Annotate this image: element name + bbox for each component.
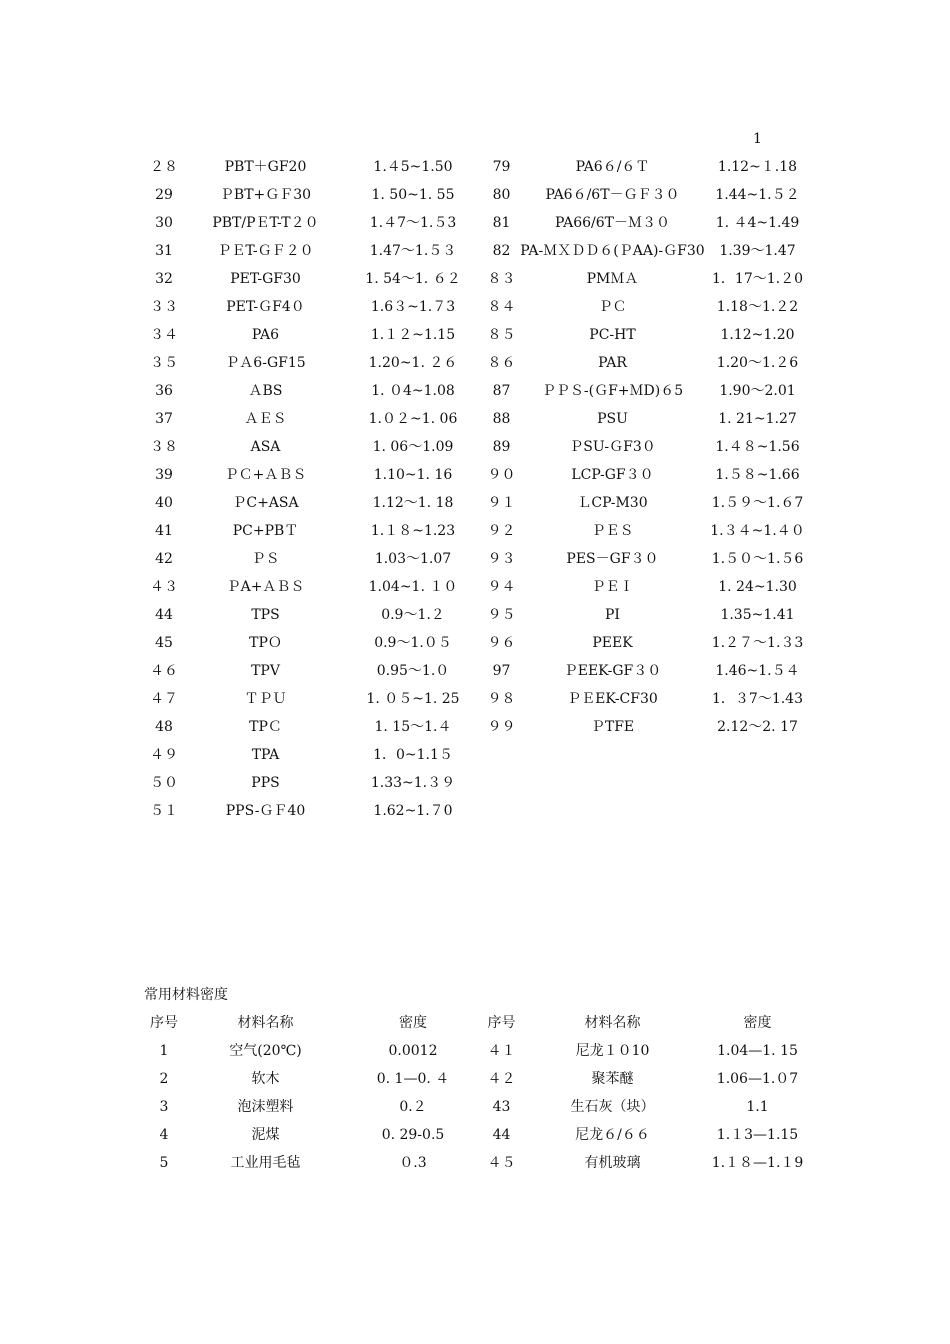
material-cell: PPS-ＧＦ40 xyxy=(225,803,306,819)
density-cell: 1.12~１.18 xyxy=(717,159,798,175)
index-cell: ９４ xyxy=(487,579,516,595)
table-row xyxy=(140,293,810,321)
density-cell: 1.12～1. 18 xyxy=(372,495,454,511)
density-cell: 1.５０～1.５6 xyxy=(711,551,804,567)
material-cell xyxy=(520,797,705,825)
table-row xyxy=(140,181,810,209)
material-cell: 泥煤 xyxy=(251,1127,280,1143)
material-cell: ＰＥＳ xyxy=(591,523,634,539)
table-row xyxy=(140,321,810,349)
density-cell: 1. ０５~1. 25 xyxy=(366,691,460,707)
table-row xyxy=(140,1065,810,1093)
table-row xyxy=(140,153,810,181)
material-cell: PAR xyxy=(598,355,627,371)
index-cell: ４５ xyxy=(487,1155,516,1171)
index-cell: 80 xyxy=(492,187,511,203)
table-row xyxy=(140,769,810,797)
table-row xyxy=(140,461,810,489)
density-cell: 1.２７～1.３3 xyxy=(711,635,804,651)
index-cell: ３５ xyxy=(150,355,178,371)
table-row xyxy=(140,685,810,713)
density-cell: 1.１２~1.15 xyxy=(370,327,456,343)
density-cell: 1．17～1.２0 xyxy=(712,271,803,287)
index-cell: 1 xyxy=(159,1043,169,1059)
continued-row xyxy=(140,125,810,153)
index-cell: 40 xyxy=(155,495,173,511)
material-cell: PMＭＡ xyxy=(586,271,639,287)
index-cell: ９０ xyxy=(487,467,516,483)
table-row xyxy=(140,405,810,433)
table-row xyxy=(140,1037,810,1065)
index-cell: 36 xyxy=(155,383,173,399)
density-cell: 0.9～1.０５ xyxy=(374,635,452,651)
material-cell xyxy=(520,741,705,769)
index-cell: 41 xyxy=(155,523,173,539)
index-cell: 87 xyxy=(492,383,511,399)
density-cell: 1. 21~1.27 xyxy=(718,411,797,427)
table-row xyxy=(140,1121,810,1149)
material-cell: ASA xyxy=(250,439,281,455)
index-cell: ３８ xyxy=(150,439,178,455)
material-cell: ＰＥT-ＧＦ２０ xyxy=(217,243,314,259)
index-cell: ９２ xyxy=(487,523,516,539)
density-cell xyxy=(705,769,810,797)
table-row xyxy=(140,209,810,237)
material-cell: TPＯ xyxy=(249,635,282,651)
header-index: 序号 xyxy=(150,1015,178,1031)
material-cell: ＰEEK-GF３０ xyxy=(563,663,662,679)
index-cell xyxy=(483,741,520,769)
density-cell: 1. ０4~1.08 xyxy=(371,383,455,399)
density-cell: 1.１８—1.１9 xyxy=(711,1155,804,1171)
density-cell: 1.44~1.５２ xyxy=(715,187,800,203)
material-cell: ＰＥＩ xyxy=(591,579,634,595)
density-cell: 1. ４4~1.49 xyxy=(715,215,800,231)
table-row xyxy=(140,601,810,629)
continued-mark: 1 xyxy=(753,131,762,147)
density-cell: 1.３４~1.４０ xyxy=(710,523,805,539)
density-cell: 1.５８~1.66 xyxy=(715,467,800,483)
index-cell: 39 xyxy=(155,467,173,483)
section-title: 常用材料密度 xyxy=(144,987,228,1003)
index-cell: 89 xyxy=(492,439,511,455)
density-cell: 1.1 xyxy=(746,1099,769,1115)
header-density: 密度 xyxy=(399,1015,427,1031)
index-cell: ８５ xyxy=(487,327,516,343)
density-cell: 1. 50~1. 55 xyxy=(371,187,455,203)
common-material-density-table xyxy=(140,1009,810,1177)
table-row xyxy=(140,377,810,405)
density-cell: 1.39～1.47 xyxy=(719,243,796,259)
material-cell: PES－GF３０ xyxy=(566,551,659,567)
material-cell: ＰＣ xyxy=(598,299,627,315)
index-cell: ４１ xyxy=(487,1043,516,1059)
index-cell: ４３ xyxy=(150,579,178,595)
material-cell: ＬCP-M30 xyxy=(577,495,648,511)
density-cell: 0. 29-0.5 xyxy=(381,1127,445,1143)
material-cell: PA6 xyxy=(251,327,280,343)
material-cell: PBT/PＥT-T２０ xyxy=(212,215,319,231)
material-cell: PEEK xyxy=(592,635,633,651)
material-cell: PA6６/6T－ＧＦ３０ xyxy=(545,187,680,203)
density-cell: 0.２ xyxy=(399,1099,427,1115)
density-cell: 1.6３~1.７3 xyxy=(370,299,456,315)
density-cell: 1.10~1. 16 xyxy=(373,467,453,483)
index-cell: 37 xyxy=(155,411,173,427)
density-cell: 1.０２~1. 06 xyxy=(368,411,458,427)
material-cell: ＰＳ xyxy=(251,551,280,567)
index-cell: 31 xyxy=(155,243,173,259)
density-cell: 1.04—1. 15 xyxy=(717,1043,798,1059)
material-cell: PC+PBＴ xyxy=(232,523,299,539)
material-cell: ＴＰＵ xyxy=(244,691,287,707)
index-cell: ９９ xyxy=(487,719,516,735)
index-cell: 29 xyxy=(155,187,173,203)
density-cell: 0.95～1.０ xyxy=(376,663,450,679)
density-cell: 1. 06～1.09 xyxy=(372,439,454,455)
index-cell: ４９ xyxy=(150,747,178,763)
index-cell: ４７ xyxy=(150,691,178,707)
header-density: 密度 xyxy=(743,1015,772,1031)
material-cell: 软木 xyxy=(251,1071,280,1087)
material-cell xyxy=(520,769,705,797)
index-cell: ３３ xyxy=(150,299,178,315)
table-row xyxy=(140,237,810,265)
density-cell xyxy=(705,797,810,825)
density-cell: 0. 1—0. ４ xyxy=(376,1071,450,1087)
material-cell: ＡBS xyxy=(248,383,283,399)
density-cell: 1.12~1.20 xyxy=(720,327,795,343)
material-cell: PC-HT xyxy=(589,327,636,343)
table-row xyxy=(140,657,810,685)
index-cell: 81 xyxy=(492,215,511,231)
density-cell: ０.3 xyxy=(399,1155,427,1171)
density-cell: 1. 54～1. ６２ xyxy=(365,271,461,287)
density-cell: 1.１3—1.15 xyxy=(716,1127,799,1143)
index-cell: ９５ xyxy=(487,607,516,623)
index-cell: 97 xyxy=(492,663,511,679)
table-row xyxy=(140,573,810,601)
material-cell: LCP-GF３０ xyxy=(571,467,654,483)
material-cell: 有机玻璃 xyxy=(584,1155,641,1171)
density-cell: 1.06—1.０7 xyxy=(716,1071,799,1087)
header-index: 序号 xyxy=(487,1015,516,1031)
material-cell: 聚苯醚 xyxy=(591,1071,634,1087)
index-cell: 30 xyxy=(155,215,173,231)
index-cell: ８４ xyxy=(487,299,516,315)
material-cell: TPA xyxy=(251,747,280,763)
index-cell xyxy=(483,769,520,797)
material-cell: TPS xyxy=(251,607,280,623)
material-cell: PPS xyxy=(251,775,280,791)
table-row xyxy=(140,265,810,293)
material-cell: PET-GF30 xyxy=(230,271,301,287)
table-row xyxy=(140,517,810,545)
index-cell: 44 xyxy=(492,1127,511,1143)
density-cell: 1.46~1.５４ xyxy=(715,663,800,679)
index-cell: 48 xyxy=(155,719,173,735)
density-cell xyxy=(705,741,810,769)
index-cell xyxy=(483,797,520,825)
table-row xyxy=(140,433,810,461)
index-cell: ９６ xyxy=(487,635,516,651)
table-row xyxy=(140,489,810,517)
index-cell: ２８ xyxy=(150,159,178,175)
table-row xyxy=(140,741,810,769)
index-cell: 5 xyxy=(159,1155,169,1171)
material-cell: ＰSU-ＧF3０ xyxy=(569,439,656,455)
material-cell: 尼龙６/６６ xyxy=(575,1127,650,1143)
index-cell: 4 xyxy=(159,1127,169,1143)
density-cell: 1.１８~1.23 xyxy=(370,523,456,539)
material-cell: PI xyxy=(605,607,620,623)
table-header-row xyxy=(140,1009,810,1037)
density-cell: 1.47～1.５３ xyxy=(369,243,457,259)
material-cell: ＰＣ+ＡＢＳ xyxy=(224,467,307,483)
material-cell: TPＣ xyxy=(249,719,282,735)
index-cell: ９３ xyxy=(487,551,516,567)
material-cell: ＰＡ6-GF15 xyxy=(225,355,306,371)
index-cell: ５１ xyxy=(150,803,178,819)
index-cell: ８３ xyxy=(487,271,516,287)
material-cell: ＡＥＳ xyxy=(244,411,287,427)
density-cell: 1.４5~1.50 xyxy=(373,159,453,175)
density-cell: 1.18～1.２2 xyxy=(716,299,799,315)
density-cell: 2.12～2. 17 xyxy=(717,719,798,735)
density-cell: 1.５９～1.６7 xyxy=(711,495,804,511)
material-cell: PSU xyxy=(597,411,628,427)
index-cell: 43 xyxy=(492,1099,511,1115)
material-cell: 生石灰（块） xyxy=(570,1099,655,1115)
table-row xyxy=(140,1149,810,1177)
table-row xyxy=(140,629,810,657)
header-material: 材料名称 xyxy=(584,1015,641,1031)
material-cell: PA66/6T－Ｍ３０ xyxy=(554,215,671,231)
index-cell: 3 xyxy=(159,1099,169,1115)
table-row xyxy=(140,1093,810,1121)
density-cell: 1.20~1. ２６ xyxy=(368,355,458,371)
table-row xyxy=(140,713,810,741)
material-cell: 尼龙１０10 xyxy=(575,1043,650,1059)
density-cell: 1.04~1. １０ xyxy=(368,579,458,595)
material-cell: ＰC+ASA xyxy=(232,495,299,511)
index-cell: 82 xyxy=(492,243,511,259)
material-cell: ＰTFE xyxy=(590,719,635,735)
density-cell: 0.0012 xyxy=(388,1043,438,1059)
table-row xyxy=(140,349,810,377)
material-cell: PBT＋GF20 xyxy=(224,159,307,175)
index-cell: ５０ xyxy=(150,775,178,791)
material-cell: ＰＥEK-CF30 xyxy=(567,691,658,707)
material-cell: TPV xyxy=(251,663,280,679)
material-cell: PA-ＭＸＤＤ６(ＰAA)-ＧF30 xyxy=(520,243,705,259)
density-cell: 1.20～1.２6 xyxy=(716,355,799,371)
index-cell: ９８ xyxy=(487,691,516,707)
density-cell: 1.４８~1.56 xyxy=(715,439,800,455)
material-cell: ＰBT+ＧＦ30 xyxy=(219,187,312,203)
index-cell: 32 xyxy=(155,271,173,287)
index-cell: 44 xyxy=(155,607,173,623)
material-cell: 空气(20℃) xyxy=(229,1043,302,1059)
density-cell: 1.03～1.07 xyxy=(374,551,452,567)
density-cell: 0.9～1.２ xyxy=(381,607,445,623)
index-cell: 45 xyxy=(155,635,173,651)
table-row xyxy=(140,545,810,573)
material-cell: ＰＰＳ-(ＧF+ＭD)６5 xyxy=(541,383,684,399)
material-cell: PA6６/６Ｔ xyxy=(575,159,650,175)
index-cell: 79 xyxy=(492,159,511,175)
density-cell: 1.33~1.３９ xyxy=(370,775,456,791)
density-cell: 1.62~1.７0 xyxy=(373,803,453,819)
index-cell: ９１ xyxy=(487,495,516,511)
index-cell: ４６ xyxy=(150,663,178,679)
index-cell: ８６ xyxy=(487,355,516,371)
density-cell: 1. 15～1.４ xyxy=(374,719,452,735)
density-cell: 1．３7～1.43 xyxy=(712,691,803,707)
plastic-density-table xyxy=(140,125,810,825)
index-cell: 88 xyxy=(492,411,511,427)
density-cell: 1．0~1.1５ xyxy=(373,747,453,763)
index-cell: ４２ xyxy=(487,1071,516,1087)
table-row xyxy=(140,797,810,825)
material-cell: 工业用毛毡 xyxy=(230,1155,301,1171)
material-cell: 泡沫塑料 xyxy=(237,1099,294,1115)
index-cell: 42 xyxy=(155,551,173,567)
material-cell: ＰA+ＡＢＳ xyxy=(226,579,305,595)
index-cell: ３４ xyxy=(150,327,178,343)
header-material: 材料名称 xyxy=(237,1015,294,1031)
density-cell: 1.90～2.01 xyxy=(719,383,796,399)
density-cell: 1.35~1.41 xyxy=(720,607,795,623)
density-cell: 1. 24~1.30 xyxy=(718,579,797,595)
density-cell: 1.４7～1.５3 xyxy=(369,215,457,231)
index-cell: 2 xyxy=(159,1071,169,1087)
material-cell: PET-ＧF4０ xyxy=(226,299,305,315)
